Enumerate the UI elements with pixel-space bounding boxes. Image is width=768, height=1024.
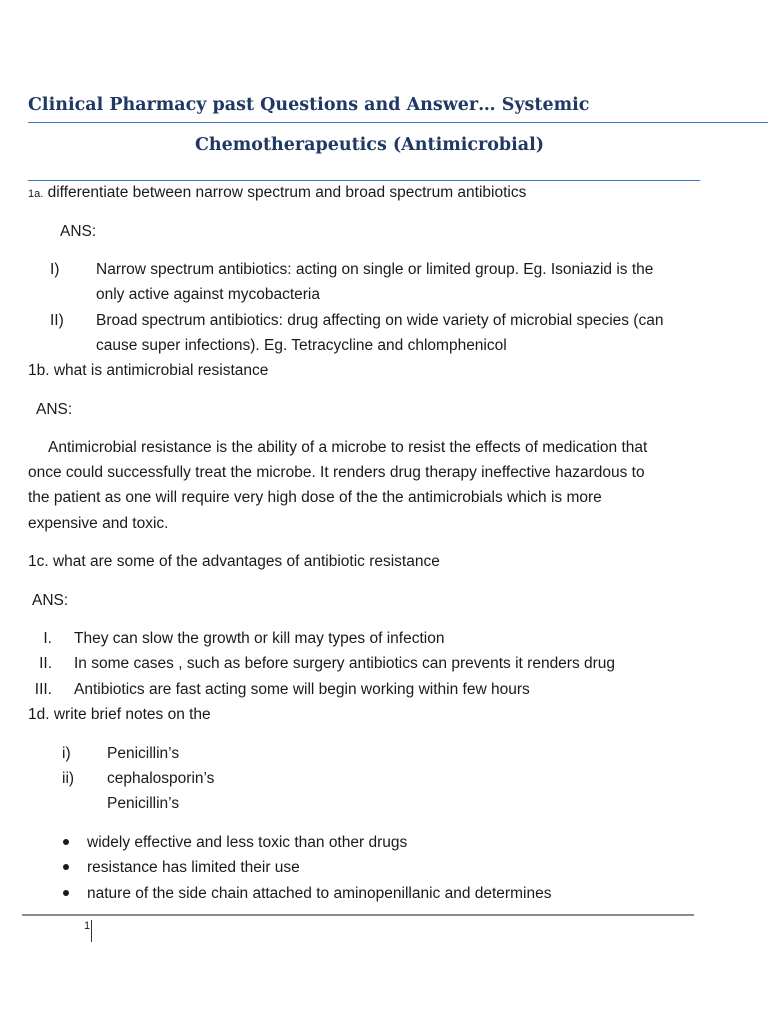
question-1a xyxy=(28,183,526,204)
answer-label-1c: ANS: xyxy=(32,592,69,609)
list-marker: ii) xyxy=(62,770,75,787)
list-item-text: Penicillin’s xyxy=(107,745,180,762)
page-number: 1 xyxy=(84,920,91,932)
list-item-text: Antibiotics are fast acting some will begin working within few hours xyxy=(74,681,530,698)
list-marker: I. xyxy=(43,630,52,647)
list-item-text: In some cases , such as before surgery antibiotics can prevents it renders drug xyxy=(74,655,616,672)
paragraph-line: the patient as one will require very high dose of the the antimicrobials which is more xyxy=(28,489,602,506)
title-divider xyxy=(28,180,700,181)
footer-rule xyxy=(22,914,694,916)
paragraph-line: Antimicrobial resistance is the ability of a microbe to resist the effects of medication that xyxy=(48,439,648,456)
question-1a-text: differentiate between narrow spectrum and broad spectrum antibiotics xyxy=(43,184,527,201)
list-item-text: Narrow spectrum antibiotics: acting on single or limited group. Eg. Isoniazid is the xyxy=(96,261,654,278)
title-underline xyxy=(28,122,768,123)
question-1c: 1c. what are some of the advantages of antibiotic resistance xyxy=(28,553,440,570)
list-marker: II. xyxy=(39,655,52,672)
paragraph-line: expensive and toxic. xyxy=(28,515,169,532)
list-marker: i) xyxy=(62,745,71,762)
page-title-line1: Clinical Pharmacy past Questions and Answer… Systemic xyxy=(28,95,590,115)
question-1d: 1d. write brief notes on the xyxy=(28,706,211,723)
list-item-text: cephalosporin’s xyxy=(107,770,215,787)
list-item-text: They can slow the growth or kill may types of infection xyxy=(74,630,445,647)
bullet-icon xyxy=(63,890,69,896)
text-cursor xyxy=(91,920,92,942)
paragraph-line: once could successfully treat the microbe. It renders drug therapy ineffective hazardous to xyxy=(28,464,645,481)
list-marker: III. xyxy=(34,681,52,698)
list-marker: I) xyxy=(50,261,60,278)
bullet-item: widely effective and less toxic than other drugs xyxy=(87,834,408,851)
answer-label-1a: ANS: xyxy=(60,223,97,240)
page-title-line2: Chemotherapeutics (Antimicrobial) xyxy=(195,135,545,155)
bullet-icon xyxy=(63,864,69,870)
question-1b: 1b. what is antimicrobial resistance xyxy=(28,362,269,379)
subheading: Penicillin’s xyxy=(107,795,180,812)
answer-label-1b: ANS: xyxy=(36,401,73,418)
list-item-text: Broad spectrum antibiotics: drug affecting on wide variety of microbial species (can xyxy=(96,312,664,329)
bullet-item: nature of the side chain attached to aminopenillanic and determines xyxy=(87,885,552,902)
question-1a-number: 1a. xyxy=(28,188,44,200)
bullet-item: resistance has limited their use xyxy=(87,859,300,876)
bullet-icon xyxy=(63,839,69,845)
list-item-text: only active against mycobacteria xyxy=(96,286,321,303)
list-item-text: cause super infections). Eg. Tetracycline and chlomphenicol xyxy=(96,337,507,354)
list-marker: II) xyxy=(50,312,64,329)
